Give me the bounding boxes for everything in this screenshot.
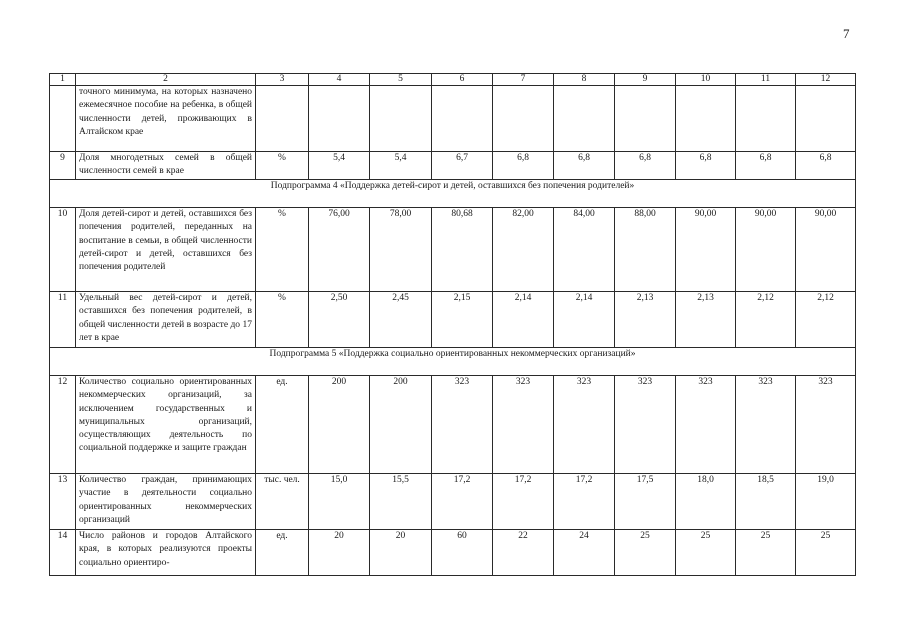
value-cell: 20 [370,530,432,576]
value-cell: 25 [736,530,796,576]
column-number: 7 [493,74,554,86]
value-cell [796,86,856,152]
value-cell: 323 [615,376,676,474]
value-cell: 17,2 [432,474,493,530]
unit-cell: % [256,292,309,348]
value-cell: 5,4 [370,152,432,180]
table-row [50,376,856,474]
subprogram-row [50,348,856,376]
value-cell: 15,5 [370,474,432,530]
value-cell: 25 [676,530,736,576]
value-cell: 17,5 [615,474,676,530]
value-cell [370,86,432,152]
value-cell: 323 [676,376,736,474]
value-cell: 2,45 [370,292,432,348]
value-cell: 78,00 [370,208,432,292]
value-cell: 2,13 [676,292,736,348]
subprogram-title: Подпрограмма 4 «Поддержка детей-сирот и детей, оставшихся без попечения родителей» [50,180,856,208]
value-cell: 2,12 [736,292,796,348]
value-cell: 2,12 [796,292,856,348]
value-cell [493,86,554,152]
indicator-name-cell: Доля детей-сирот и детей, оставшихся без попечения родителей, переданных на воспитание в семьи, в общей численности детей-сирот и детей, оставшихся без попечения родителей [76,208,256,292]
column-number: 1 [50,74,76,86]
value-cell: 18,5 [736,474,796,530]
column-number: 2 [76,74,256,86]
value-cell: 88,00 [615,208,676,292]
value-cell: 5,4 [309,152,370,180]
value-cell: 2,15 [432,292,493,348]
value-cell: 25 [615,530,676,576]
indicator-name-cell: Число районов и городов Алтайского края, в которых реализуются проекты социально ориентиро- [76,530,256,576]
table-row-continuation [50,86,856,152]
table-row [50,474,856,530]
row-number-cell: 13 [50,474,76,530]
value-cell: 323 [554,376,615,474]
unit-cell [256,86,309,152]
unit-cell: % [256,208,309,292]
value-cell: 323 [493,376,554,474]
value-cell: 6,8 [554,152,615,180]
value-cell [676,86,736,152]
column-number: 5 [370,74,432,86]
column-number: 6 [432,74,493,86]
value-cell: 76,00 [309,208,370,292]
value-cell: 323 [736,376,796,474]
value-cell: 60 [432,530,493,576]
table-row [50,208,856,292]
column-number: 10 [676,74,736,86]
value-cell: 2,13 [615,292,676,348]
value-cell [309,86,370,152]
indicator-name-cell: Количество граждан, принимающих участие в деятельности социально ориентированных некоммерческих организаций [76,474,256,530]
column-number: 8 [554,74,615,86]
value-cell: 6,8 [615,152,676,180]
value-cell: 90,00 [736,208,796,292]
table-row [50,530,856,576]
value-cell: 200 [370,376,432,474]
indicator-name-cell: Доля многодетных семей в общей численности семей в крае [76,152,256,180]
value-cell: 18,0 [676,474,736,530]
column-number-row [50,74,856,86]
value-cell: 6,8 [796,152,856,180]
column-number: 12 [796,74,856,86]
row-number-cell: 14 [50,530,76,576]
subprogram-title: Подпрограмма 5 «Поддержка социально ориентированных некоммерческих организаций» [50,348,856,376]
subprogram-row [50,180,856,208]
value-cell: 323 [796,376,856,474]
value-cell: 6,8 [676,152,736,180]
column-number: 11 [736,74,796,86]
value-cell: 80,68 [432,208,493,292]
value-cell: 323 [432,376,493,474]
value-cell: 200 [309,376,370,474]
indicators-table [49,73,856,576]
value-cell: 82,00 [493,208,554,292]
value-cell: 17,2 [493,474,554,530]
indicator-name-cell: точного минимума, на которых назначено ежемесячное пособие на ребенка, в общей численности детей, проживающих в Алтайском крае [76,86,256,152]
value-cell: 2,50 [309,292,370,348]
table-row [50,292,856,348]
value-cell [432,86,493,152]
value-cell: 24 [554,530,615,576]
value-cell: 19,0 [796,474,856,530]
value-cell: 84,00 [554,208,615,292]
value-cell: 22 [493,530,554,576]
row-number-cell: 9 [50,152,76,180]
page-number: 7 [843,26,850,41]
value-cell [554,86,615,152]
value-cell: 15,0 [309,474,370,530]
column-number: 4 [309,74,370,86]
value-cell: 17,2 [554,474,615,530]
value-cell: 6,7 [432,152,493,180]
value-cell: 2,14 [493,292,554,348]
value-cell: 6,8 [493,152,554,180]
row-number-cell: 11 [50,292,76,348]
row-number-cell: 10 [50,208,76,292]
value-cell: 90,00 [676,208,736,292]
indicator-name-cell: Количество социально ориентированных некоммерческих организаций, за исключением государственных и муниципальных организаций, осуществляющих деятельность по социальной поддержке и защите граждан [76,376,256,474]
table-row [50,152,856,180]
row-number-cell [50,86,76,152]
indicator-name-cell: Удельный вес детей-сирот и детей, оставшихся без попечения родителей, в общей численности детей в возрасте до 17 лет в крае [76,292,256,348]
unit-cell: тыс. чел. [256,474,309,530]
unit-cell: ед. [256,530,309,576]
value-cell: 6,8 [736,152,796,180]
row-number-cell: 12 [50,376,76,474]
unit-cell: ед. [256,376,309,474]
column-number: 9 [615,74,676,86]
value-cell [736,86,796,152]
value-cell: 25 [796,530,856,576]
unit-cell: % [256,152,309,180]
value-cell: 2,14 [554,292,615,348]
column-number: 3 [256,74,309,86]
value-cell: 90,00 [796,208,856,292]
value-cell [615,86,676,152]
value-cell: 20 [309,530,370,576]
